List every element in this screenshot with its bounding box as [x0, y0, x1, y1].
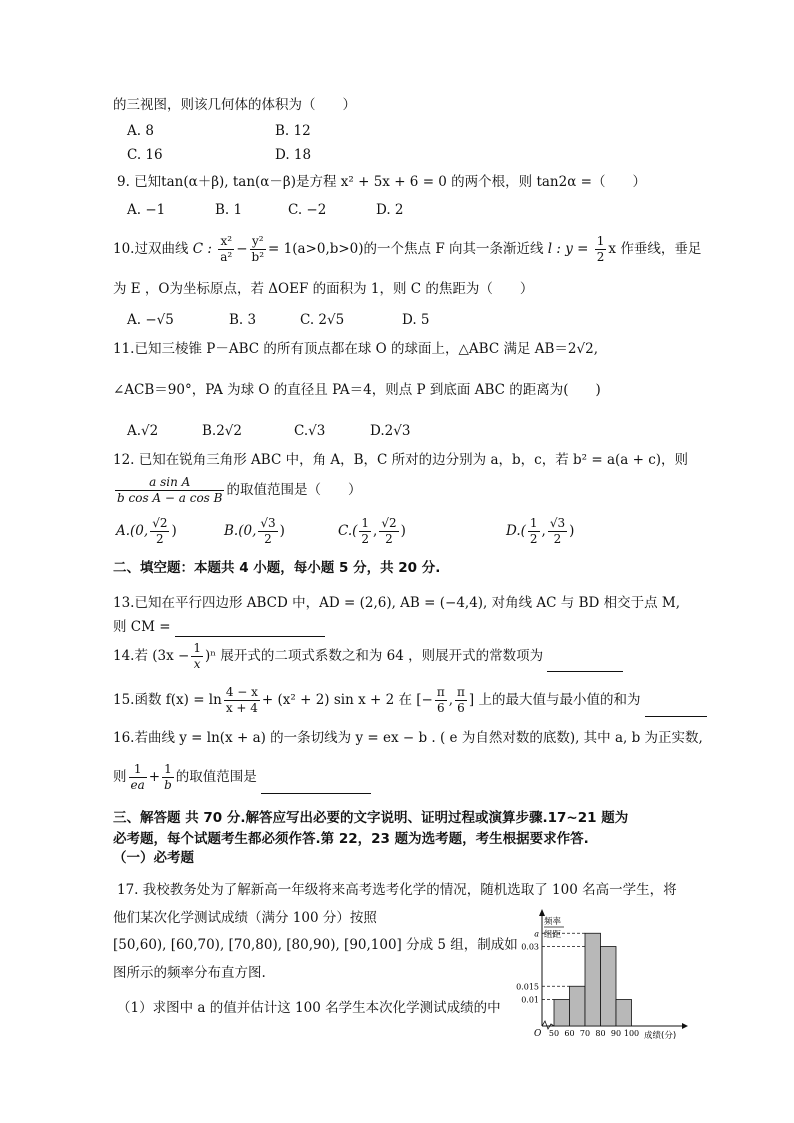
q10-curve-name: C :: [192, 241, 212, 257]
q8-option-c: C. 16: [127, 147, 163, 163]
q16-stem-line2: 则 $\frac{1}{ea}$ + $\frac{1}{b}$ 的取值范围是: [113, 760, 371, 794]
y-axis-label-top: 频率: [544, 917, 562, 927]
q9-stem: 9. 已知tan(α＋β), tan(α－β)是方程 x² + 5x + 6 = 0 的两个根，则 tan2α =（ ）: [117, 174, 646, 190]
q10-frac-x: $\frac{\text{x²}}{\text{a²}}$: [220, 234, 233, 264]
q13-stem-line1: 13.已知在平行四边形 ABCD 中，AD = (2,6), AB = (−4,4), 对角线 AC 与 BD 相交于点 M,: [113, 595, 681, 611]
q12-option-b: B.(0, $\frac{√3}{2}$ ): [224, 516, 285, 546]
y-tick-label: 0.01: [521, 995, 539, 1005]
q14-stem: 14.若 (3x − $\frac{1}{x}$ )ⁿ 展开式的二项式系数之和为 64 ，则展开式的常数项为: [113, 640, 623, 672]
section3-subheading: （一）必考题: [113, 850, 194, 866]
q9-option-b: B. 1: [215, 202, 243, 218]
q12-stem-line1: 12. 已知在锐角三角形 ABC 中，角 A，B，C 所对的边分别为 a，b，c，若 b² = a(a + c)，则: [113, 452, 689, 468]
axis-break: [542, 1021, 554, 1029]
q12-option-d: D.( $\frac{1}{2}$ , $\frac{√3}{2}$ ): [506, 516, 575, 546]
q17-stem-line2: 他们某次化学测试成绩（满分 100 分）按照: [113, 910, 377, 926]
x-tick-label: 50: [548, 1029, 560, 1038]
x-axis-label: 成绩(分): [644, 1031, 677, 1041]
q8-stem-tail: 的三视图，则该几何体的体积为（ ）: [113, 97, 356, 113]
q15-answer-blank[interactable]: [645, 702, 707, 717]
q12-option-c: C.( $\frac{1}{2}$ , $\frac{√2}{2}$ ): [338, 516, 406, 546]
q10-frac-y: $\frac{\text{y²}}{\text{b²}}$: [251, 234, 265, 264]
histogram-bar: [585, 933, 601, 1026]
q16-answer-blank[interactable]: [261, 779, 371, 794]
q11-option-c: C.√3: [294, 423, 326, 439]
q17-stem-line3: [50,60), [60,70), [70,80), [80,90), [90,100] 分成 5 组，制成如: [113, 937, 518, 953]
q12-expression-frac: $\frac{\text{a sin A}}{\text{b cos A − a cos B}}$: [117, 475, 223, 505]
q9-option-d: D. 2: [376, 202, 404, 218]
y-tick-label: a: [534, 929, 539, 939]
y-tick-label: 0.03: [521, 942, 539, 952]
q13-stem-line2: 则 CM =: [113, 617, 325, 637]
q17-stem-line1: 17. 我校教务处为了解新高一年级将来高考选考化学的情况，随机选取了 100 名高一学生，将: [117, 882, 677, 898]
q11-option-d: D.2√3: [370, 423, 411, 439]
q10-option-c: C. 2√5: [300, 312, 345, 328]
q9-option-c: C. −2: [288, 202, 327, 218]
q13-answer-blank[interactable]: [175, 622, 325, 637]
x-tick-label: 60: [564, 1029, 575, 1038]
histogram-bar: [570, 986, 586, 1026]
q17-part1: （1）求图中 a 的值并估计这 100 名学生本次化学测试成绩的中: [117, 1000, 501, 1016]
y-axis-label-bottom: 组距: [544, 930, 562, 940]
x-axis-arrow: [682, 1023, 688, 1029]
q12-stem-end: 的取值范围是（ ）: [226, 482, 362, 498]
section3-heading-line1: 三、解答题 共 70 分.解答应写出必要的文字说明、证明过程或演算步骤.17~21 题为: [113, 810, 629, 826]
origin-label: O: [534, 1029, 542, 1039]
q8-option-d: D. 18: [275, 147, 312, 163]
q11-option-a: A.√2: [127, 423, 159, 439]
x-tick-label: 100: [623, 1029, 640, 1038]
q16-stem-line1: 16.若曲线 y = ln(x + a) 的一条切线为 y = ex − b . ( e 为自然对数的底数), 其中 a, b 为正实数,: [113, 730, 703, 746]
histogram-bar: [554, 1000, 570, 1027]
q10-stem-line1: 10.过双曲线 C : $\frac{\text{x²}}{\text{a²}}$ − $\frac{\text{y²}}{\text{b²}}$ = 1(a>0,b>0)的一个焦点 F 向其一条渐近线 l : y = $\frac{1}{2}$ x 作垂线，垂足: [113, 234, 702, 264]
y-axis-arrow: [539, 909, 545, 916]
histogram-bar: [601, 947, 617, 1027]
q12-stem-line2: [113, 474, 361, 506]
q10-condition: = 1(a>0,b>0)的一个焦点 F 向其一条渐近线: [268, 241, 544, 257]
q10-asymptote: l : y =: [547, 241, 589, 257]
section2-heading: 二、填空题：本题共 4 小题，每小题 5 分，共 20 分.: [113, 560, 441, 576]
q8-option-b: B. 12: [275, 123, 311, 139]
y-tick-label: 0.015: [516, 982, 539, 992]
q10-stem-line2: 为 E ，O为坐标原点，若 ΔOEF 的面积为 1，则 C 的焦距为（ ）: [113, 281, 534, 297]
section3-heading-line2: 必考题，每个试题考生都必须作答.第 22，23 题为选考题，考生根据要求作答.: [113, 831, 589, 847]
q11-stem-line2: ∠ACB＝90°，PA 为球 O 的直径且 PA＝4，则点 P 到底面 ABC 的距离为( ): [113, 382, 601, 398]
q9-option-a: A. −1: [127, 202, 166, 218]
x-tick-label: 80: [595, 1029, 606, 1038]
q15-stem: 15.函数 f(x) = ln $\frac{4 - x}{x + 4}$ + (x² + 2) sin x + 2 在 [− $\frac{\pi}{6}$ , $\frac{\pi}{6}$ ] 上的最大值与最小值的和为: [113, 683, 707, 717]
q10-frac-half: $\frac{1}{2}$: [596, 234, 605, 264]
q14-answer-blank[interactable]: [547, 657, 623, 672]
x-tick-label: 90: [610, 1029, 622, 1038]
q10-line1-end: x 作垂线，垂足: [608, 241, 702, 257]
frequency-histogram: [510, 906, 690, 1046]
histogram-bar: [616, 1000, 632, 1027]
q8-option-a: A. 8: [127, 123, 154, 139]
q10-option-b: B. 3: [229, 312, 257, 328]
x-tick-label: 70: [579, 1029, 591, 1038]
q17-stem-line4: 图所示的频率分布直方图.: [113, 965, 266, 981]
q11-stem-line1: 11.已知三棱锥 P－ABC 的所有顶点都在球 O 的球面上，△ABC 满足 AB＝2√2,: [113, 341, 598, 357]
q10-prefix: 10.过双曲线: [113, 241, 189, 257]
q12-option-a: A.(0, $\frac{√2}{2}$ ): [116, 516, 177, 546]
q10-option-a: A. −√5: [127, 312, 174, 328]
q10-option-d: D. 5: [402, 312, 430, 328]
q11-option-b: B.2√2: [202, 423, 242, 439]
